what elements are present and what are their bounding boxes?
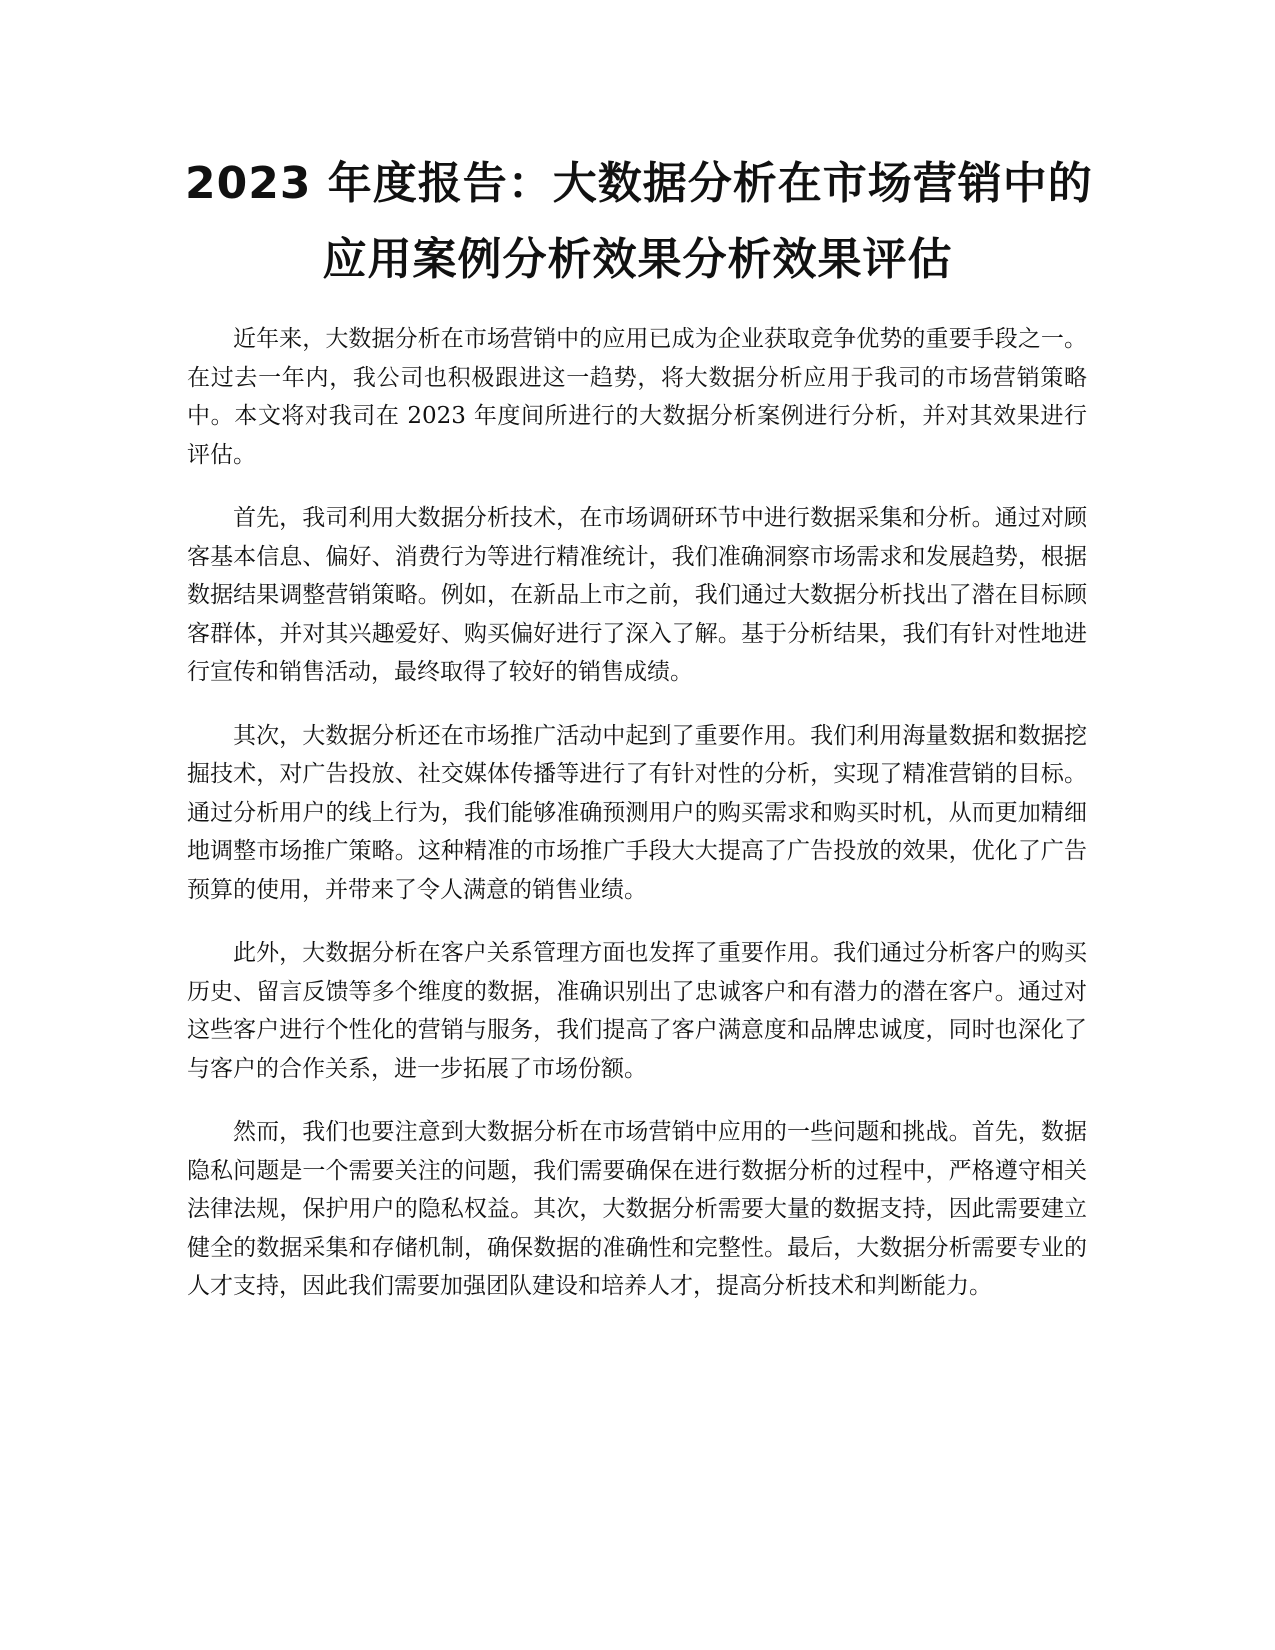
paragraph-promotion: 其次，大数据分析还在市场推广活动中起到了重要作用。我们利用海量数据和数据挖掘技术，对广告投放、社交媒体传播等进行了有针对性的分析，实现了精准营销的目标。通过分析用户的线上行为，我们能够准确预测用户的购买需求和购买时机，从而更加精细地调整市场推广策略。这种精准的市场推广手段大大提高了广告投放的效果，优化了广告预算的使用，并带来了令人满意的销售业绩。	[187, 722, 1087, 903]
title-line-1: 2023 年度报告：大数据分析在市场营销中的	[185, 158, 1093, 209]
paragraph-crm: 此外，大数据分析在客户关系管理方面也发挥了重要作用。我们通过分析客户的购买历史、留言反馈等多个维度的数据，准确识别出了忠诚客户和有潜力的潜在客户。通过对这些客户进行个性化的营销与服务，我们提高了客户满意度和品牌忠诚度，同时也深化了与客户的合作关系，进一步拓展了市场份额。	[187, 940, 1087, 1082]
paragraph-market-research: 首先，我司利用大数据分析技术，在市场调研环节中进行数据采集和分析。通过对顾客基本信息、偏好、消费行为等进行精准统计，我们准确洞察市场需求和发展趋势，根据数据结果调整营销策略。例如，在新品上市之前，我们通过大数据分析找出了潜在目标顾客群体，并对其兴趣爱好、购买偏好进行了深入了解。基于分析结果，我们有针对性地进行宣传和销售活动，最终取得了较好的销售成绩。	[187, 505, 1087, 685]
title-line-2: 应用案例分析效果分析效果评估	[322, 234, 953, 285]
document-title	[185, 146, 1093, 298]
paragraph-intro: 近年来，大数据分析在市场营销中的应用已成为企业获取竞争优势的重要手段之一。在过去一年内，我公司也积极跟进这一趋势，将大数据分析应用于我司的市场营销策略中。本文将对我司在 2023 年度间所进行的大数据分析案例进行分析，并对其效果进行评估。	[187, 326, 1087, 468]
paragraph-challenges: 然而，我们也要注意到大数据分析在市场营销中应用的一些问题和挑战。首先，数据隐私问题是一个需要关注的问题，我们需要确保在进行数据分析的过程中，严格遵守相关法律法规，保护用户的隐私权益。其次，大数据分析需要大量的数据支持，因此需要建立健全的数据采集和存储机制，确保数据的准确性和完整性。最后，大数据分析需要专业的人才支持，因此我们需要加强团队建设和培养人才，提高分析技术和判断能力。	[187, 1119, 1087, 1299]
document-body	[187, 320, 1087, 1331]
